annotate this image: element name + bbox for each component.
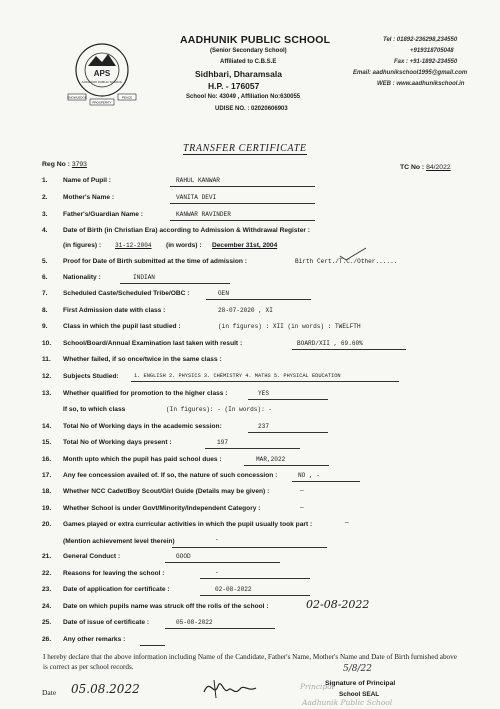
field-number: 6. <box>42 274 48 281</box>
field-number: 12. <box>42 373 52 380</box>
mother-name-value: VANITA DEVI <box>176 194 217 201</box>
father-name-value: KANWAR RAVINDER <box>176 211 231 218</box>
reg-label: Reg No : <box>42 161 70 168</box>
conduct-value: GOOD <box>176 553 191 560</box>
field-label: Whether NCC Cadet/Boy Scout/Girl Guide (Details may be given) : <box>63 488 270 495</box>
date-label: Date <box>42 688 57 697</box>
school-category-value: — <box>300 504 304 511</box>
field-label: Mother's Name : <box>63 194 115 201</box>
field-label: (in figures) : <box>63 242 102 249</box>
exam-result-value: BOARD/XII , 69.60% <box>297 340 363 347</box>
contact-fax: Fax : +91-1892-234550 <box>394 59 458 65</box>
seal-label: School SEAL <box>339 691 380 698</box>
document-title: TRANSFER CERTIFICATE <box>183 143 307 154</box>
field-label: Whether School is under Govt/Minority/Independent Category : <box>63 505 261 512</box>
field-number: 15. <box>42 439 52 446</box>
achievement-value: - <box>215 536 219 543</box>
field-number: 17. <box>42 472 52 479</box>
field-number: 5. <box>42 258 48 265</box>
field-number: 18. <box>42 488 52 495</box>
field-number: 9. <box>42 323 48 330</box>
field-number: 3. <box>42 211 48 218</box>
dob-proof-value: Birth Cert./T.C./Other...... <box>295 258 398 265</box>
tc-value: 84/2022 <box>426 164 451 171</box>
dob-figures-value: 31-12-2004 <box>115 242 152 249</box>
school-state-pin: H.P. - 176057 <box>208 81 260 91</box>
logo-text: APS <box>93 69 111 78</box>
subjects-value: 1. ENGLISH 2. PHYSICS 3. CHEMISTRY 4. MATHS 5. PHYSICAL EDUCATION <box>134 373 341 379</box>
field-number: 23. <box>42 586 52 593</box>
logo-motto-bottom: PROSPERITY <box>92 100 112 105</box>
field-label: Reasons for leaving the school : <box>63 570 165 577</box>
field-label: If so, to which class <box>63 406 126 413</box>
field-number: 11. <box>42 356 51 363</box>
field-number: 22. <box>42 570 52 577</box>
field-label: Any fee concession availed of. If so, the nature of such concession : <box>63 472 278 479</box>
contact-email: Email: aadhunikschool1995@gmail.com <box>353 70 468 76</box>
admission-date-value: 28-07-2020 , XI <box>218 307 273 314</box>
field-label: Any other remarks : <box>63 636 126 643</box>
promotion-class-value: (In figures): - (In words): - <box>166 406 273 413</box>
field-number: 7. <box>42 290 48 297</box>
field-number: 21. <box>42 553 52 560</box>
field-label: General Conduct : <box>63 553 121 560</box>
field-label: Subjects Studied: <box>63 373 119 380</box>
school-number: School No: 43049 , Affiliation No:630055 <box>186 94 301 100</box>
ncc-value: — <box>300 487 304 494</box>
field-label: Total No of Working days present : <box>63 439 172 446</box>
reg-value: 3793 <box>71 161 87 168</box>
school-name: AADHUNIK PUBLIC SCHOOL <box>180 34 331 46</box>
principal-initial-date: 5/8/22 <box>343 664 372 674</box>
field-label: (in words) : <box>166 242 202 249</box>
field-number: 25. <box>42 619 52 626</box>
contact-tel: Tel : 01892-236298,234550 <box>383 37 458 43</box>
last-class-value: (in figures) : XII (in words) : TWELFTH <box>218 323 361 330</box>
signature-icon <box>200 672 260 702</box>
field-label: Father's/Guardian Name : <box>63 211 143 218</box>
field-label: Month upto which the pupil has paid school dues : <box>63 456 222 463</box>
field-number: 8. <box>42 307 48 314</box>
field-number: 2. <box>42 194 48 201</box>
field-number: 1. <box>42 177 48 184</box>
field-label: School/Board/Annual Examination last taken with result : <box>63 340 243 347</box>
stamp-line: Aadhunik Public School <box>302 698 393 707</box>
field-label: Scheduled Caste/Scheduled Tribe/OBC : <box>63 290 190 297</box>
working-days-value: 237 <box>258 423 269 430</box>
field-number: 26. <box>42 636 52 643</box>
field-number: 24. <box>42 603 52 610</box>
school-location: Sidhbari, Dharamsala <box>195 69 282 79</box>
reg-number <box>42 161 87 168</box>
contact-mobile: +919318705048 <box>410 48 454 54</box>
field-label: Date of issue of certificate : <box>63 619 150 626</box>
promotion-value: YES <box>258 390 269 397</box>
pupil-name-value: RAHUL KANWAR <box>176 177 220 184</box>
field-label: Total No of Working days in the academic session: <box>63 423 222 430</box>
school-udise: UDISE NO. : 02020606903 <box>215 106 288 112</box>
school-affiliation: Affiliated to C.B.S.E <box>220 59 277 65</box>
field-label: Date of Birth (in Christian Era) according to Admission & Withdrawal Register : <box>63 227 310 234</box>
field-label: Date of application for certificate : <box>63 586 170 593</box>
tc-label: TC No : <box>400 164 425 171</box>
field-label: Proof for Date of Birth submitted at the time of admission : <box>63 258 247 265</box>
leaving-reason-value: - <box>215 569 219 576</box>
application-date-value: 02-08-2022 <box>215 586 252 593</box>
field-label: Nationality : <box>63 274 101 281</box>
tick-mark-icon <box>338 247 368 261</box>
declaration-text: I hereby declare that the above information including Name of the Candidate, Father's Name, Mother's Name and Date of Birth furnished above is correct as per school records. <box>43 653 457 671</box>
logo-motto-right: PEACE <box>121 95 133 100</box>
school-logo <box>66 36 138 108</box>
logo-motto-left: KNOWLEDGE <box>67 95 87 100</box>
struck-off-date-value: 02-08-2022 <box>306 598 370 611</box>
dob-words-value: December 31st, 2004 <box>212 242 278 249</box>
date-value: 05.08.2022 <box>71 682 140 696</box>
field-number: 13. <box>42 390 52 397</box>
field-number: 4. <box>42 227 48 234</box>
field-number: 14. <box>42 423 52 430</box>
field-label: Games played or extra curricular activities in which the pupil usually took part : <box>63 521 313 528</box>
field-number: 20. <box>42 521 52 528</box>
dues-month-value: MAR,2022 <box>256 456 286 463</box>
days-present-value: 197 <box>217 439 228 446</box>
category-value: GEN <box>218 290 229 297</box>
logo-ring-text: AADHUNIK PUBLIC SCHOOL <box>81 80 123 84</box>
tc-number <box>400 164 451 171</box>
field-number: 10. <box>42 340 52 347</box>
field-label: (Mention achievement level therein) <box>63 538 175 545</box>
field-label: Name of Pupil : <box>63 177 111 184</box>
nationality-value: INDIAN <box>133 274 155 281</box>
field-label: Whether qualified for promotion to the higher class : <box>63 390 228 397</box>
field-label: Class in which the pupil last studied : <box>63 323 181 330</box>
field-number: 19. <box>42 505 52 512</box>
fee-concession-value: NO , - <box>298 472 320 479</box>
field-label: Date on which pupils name was struck off the rolls of the school : <box>63 603 269 610</box>
field-number: 16. <box>42 456 52 463</box>
field-label: First Admission date with class : <box>63 307 166 314</box>
issue-date-value: 05-08-2022 <box>176 619 213 626</box>
field-label: Whether failed, if so once/twice in the same class : <box>63 356 222 363</box>
activities-value: — <box>345 519 349 526</box>
contact-web: WEB : www.aadhunikschool.in <box>377 81 465 87</box>
signature-label: Signature of Principal <box>325 680 396 687</box>
school-level: (Senior Secondary School) <box>210 48 287 54</box>
stamp-line: Principal <box>300 682 335 691</box>
